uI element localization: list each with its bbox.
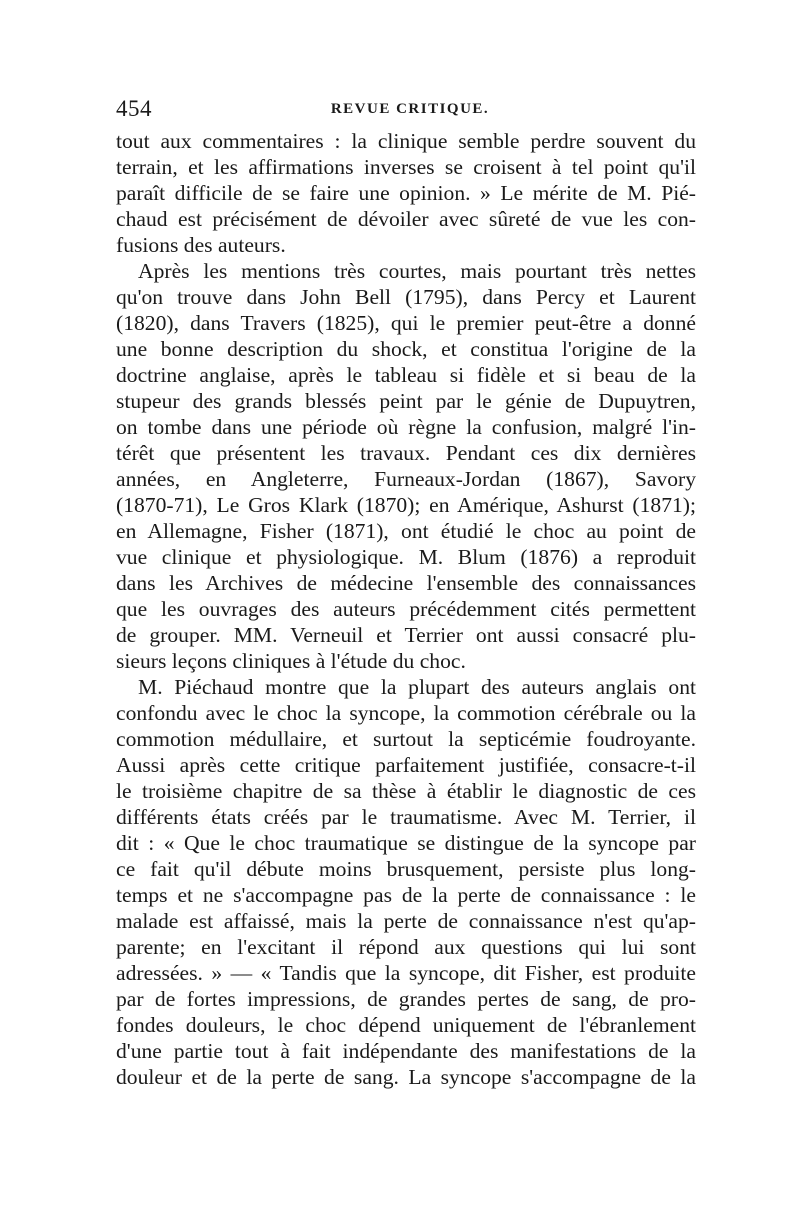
text-line: fusions des auteurs. (116, 233, 286, 257)
text-line: malade est affaissé, mais la perte de connaissance n'est qu'ap- (116, 909, 696, 933)
text-line: vue clinique et physiologique. M. Blum (1876) a reproduit (116, 545, 696, 569)
text-line: différents états créés par le traumatisme. Avec M. Terrier, il (116, 805, 696, 829)
text-line: que les ouvrages des auteurs précédemment cités permettent (116, 597, 696, 621)
text-line: en Allemagne, Fisher (1871), ont étudié le choc au point de (116, 519, 696, 543)
text-line: adressées. » — « Tandis que la syncope, dit Fisher, est produite (116, 961, 696, 985)
text-line: fondes douleurs, le choc dépend uniquement de l'ébranlement (116, 1013, 696, 1037)
text-line: tout aux commentaires : la clinique semble perdre souvent du (116, 129, 696, 153)
text-line: une bonne description du shock, et constitua l'origine de la (116, 337, 696, 361)
text-line: on tombe dans une période où règne la confusion, malgré l'in- (116, 415, 696, 439)
text-line: années, en Angleterre, Furneaux-Jordan (1867), Savory (116, 467, 696, 491)
text-line: par de fortes impressions, de grandes pertes de sang, de pro- (116, 987, 696, 1011)
text-line: chaud est précisément de dévoiler avec sûreté de vue les con- (116, 207, 696, 231)
text-line: commotion médullaire, et surtout la septicémie foudroyante. (116, 727, 696, 751)
text-line: Aussi après cette critique parfaitement justifiée, consacre-t-il (116, 753, 696, 777)
text-line: parente; en l'excitant il répond aux questions qui lui sont (116, 935, 696, 959)
text-line: de grouper. MM. Verneuil et Terrier ont aussi consacré plu- (116, 623, 696, 647)
text-line: d'une partie tout à fait indépendante des manifestations de la (116, 1039, 696, 1063)
text-line: dit : « Que le choc traumatique se distingue de la syncope par (116, 831, 696, 855)
text-line: temps et ne s'accompagne pas de la perte de connaissance : le (116, 883, 696, 907)
text-line: le troisième chapitre de sa thèse à établir le diagnostic de ces (116, 779, 696, 803)
body-text (116, 128, 696, 1090)
text-line: dans les Archives de médecine l'ensemble des connaissances (116, 571, 696, 595)
text-line: M. Piéchaud montre que la plupart des auteurs anglais ont (138, 675, 696, 699)
text-line: douleur et de la perte de sang. La syncope s'accompagne de la (116, 1065, 696, 1089)
text-line: Après les mentions très courtes, mais pourtant très nettes (138, 259, 696, 283)
text-line: sieurs leçons cliniques à l'étude du choc. (116, 649, 466, 673)
running-head: REVUE CRITIQUE. (330, 101, 490, 117)
text-line: terrain, et les affirmations inverses se croisent à tel point qu'il (116, 155, 696, 179)
text-line: paraît difficile de se faire une opinion. » Le mérite de M. Pié- (116, 181, 696, 205)
page-header (116, 96, 696, 126)
text-line: térêt que présentent les travaux. Pendant ces dix dernières (116, 441, 696, 465)
text-line: qu'on trouve dans John Bell (1795), dans Percy et Laurent (116, 285, 696, 309)
text-line: ce fait qu'il débute moins brusquement, persiste plus long- (116, 857, 696, 881)
page-number: 454 (116, 96, 152, 121)
text-line: (1870-71), Le Gros Klark (1870); en Amérique, Ashurst (1871); (116, 493, 696, 517)
text-line: confondu avec le choc la syncope, la commotion cérébrale ou la (116, 701, 696, 725)
text-line: stupeur des grands blessés peint par le génie de Dupuytren, (116, 389, 696, 413)
text-line: (1820), dans Travers (1825), qui le premier peut-être a donné (116, 311, 696, 335)
text-line: doctrine anglaise, après le tableau si fidèle et si beau de la (116, 363, 696, 387)
